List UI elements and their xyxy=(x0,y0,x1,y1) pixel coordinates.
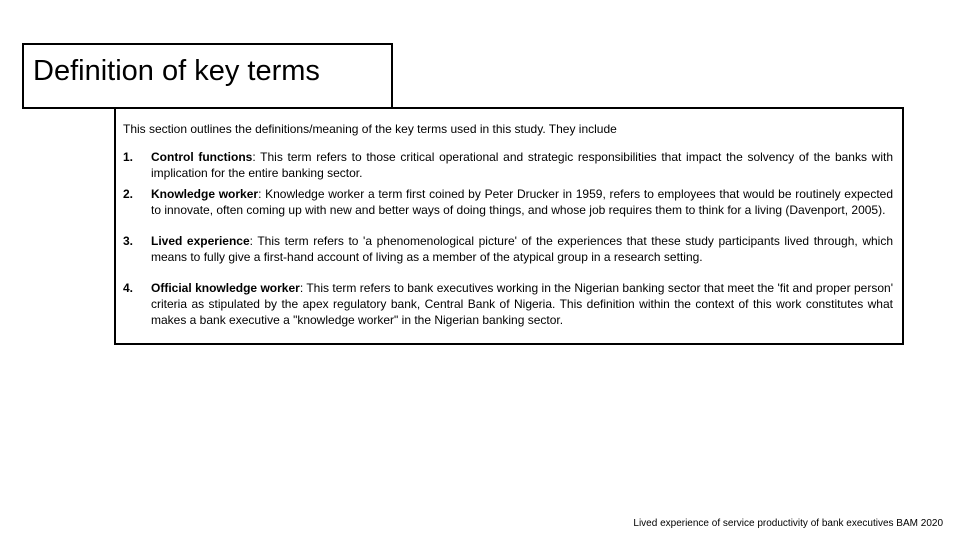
term-definition: : This term refers to those critical operational and strategic responsibilities that impact the solvency of the banks with implication for the entire banking sector. xyxy=(151,150,894,180)
term-list xyxy=(123,149,893,328)
term-item xyxy=(123,280,893,328)
term-label: Lived experience xyxy=(151,234,250,248)
term-number: 2. xyxy=(123,187,134,201)
definitions-box xyxy=(114,107,904,345)
term-label: Official knowledge worker xyxy=(151,281,300,295)
term-label: Control functions xyxy=(151,150,253,164)
term-item xyxy=(123,186,893,218)
term-label: Knowledge worker xyxy=(151,187,259,201)
slide-title: Definition of key terms xyxy=(33,55,320,87)
term-body xyxy=(151,280,893,328)
term-body xyxy=(151,149,893,181)
term-body xyxy=(151,233,893,265)
term-definition: : This term refers to bank executives working in the Nigerian banking sector that meet the 'fit and proper person' criteria as stipulated by the apex regulatory bank, Central Bank of Nigeria. This definition within the context of this work constitutes what makes a bank executive a "knowledge worker" in the Nigerian banking sector. xyxy=(151,281,893,327)
term-item xyxy=(123,233,893,265)
term-body xyxy=(151,186,893,218)
term-definition: : This term refers to 'a phenomenological picture' of the experiences that these study participants lived through, which means to fully give a first-hand account of living as a member of the atypical group in a research setting. xyxy=(151,234,893,264)
title-box xyxy=(22,43,393,109)
term-number: 4. xyxy=(123,281,134,295)
term-definition: : Knowledge worker a term first coined by Peter Drucker in 1959, refers to employees that would be routinely expected to innovate, often coming up with new and better ways of doing things, and whose job requires them to think for a living (Davenport, 2005). xyxy=(151,187,894,217)
term-item xyxy=(123,149,893,181)
intro-text: This section outlines the definitions/meaning of the key terms used in this study. They include xyxy=(123,122,617,136)
term-number: 1. xyxy=(123,150,134,164)
footer-text: Lived experience of service productivity of bank executives BAM 2020 xyxy=(633,518,943,529)
term-number: 3. xyxy=(123,234,134,248)
